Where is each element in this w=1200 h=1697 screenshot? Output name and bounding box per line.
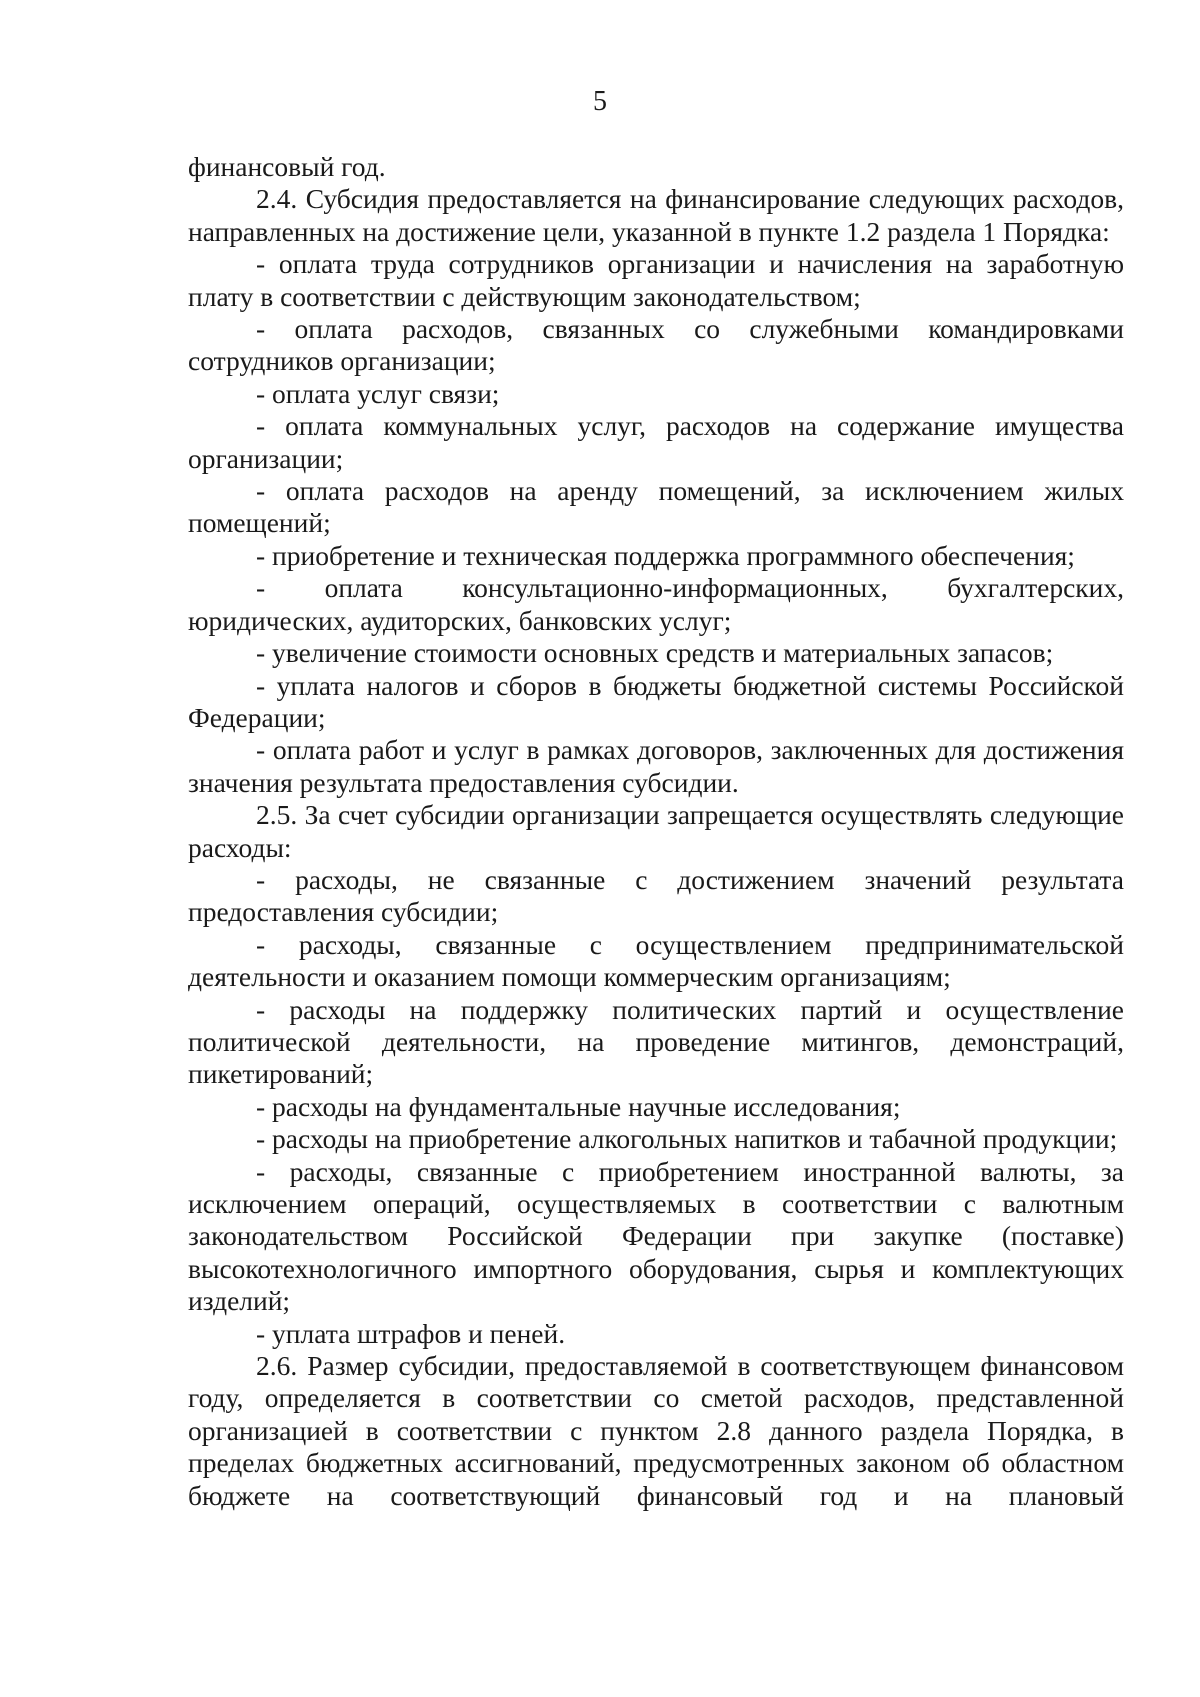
list-item-fines: - уплата штрафов и пеней. (256, 1317, 566, 1349)
list-item-fixed-assets: - увеличение стоимости основных средств и материальных запасов; (256, 637, 1054, 669)
list-item-contracts: - оплата работ и услуг в рамках договоров, заключенных для достижения значения результата предоставления субсидии. (188, 734, 1124, 798)
list-item-alcohol-tobacco: - расходы на приобретение алкогольных напитков и табачной продукции; (256, 1123, 1118, 1155)
paragraph-2-4: 2.4. Субсидия предоставляется на финансирование следующих расходов, направленных на достижение цели, указанной в пункте 1.2 раздела 1 Порядка: (188, 183, 1124, 247)
list-item-salary: - оплата труда сотрудников организации и начисления на заработную плату в соответствии с действующим законодательством; (188, 248, 1124, 312)
paragraph-2-6: 2.6. Размер субсидии, предоставляемой в соответствующем финансовом году, определяется в соответствии со сметой расходов, представленной организацией в соответствии с пунктом 2.8 данного раздела Порядка, в пределах бюджетных ассигнований, предусмотренных законом об областном бюджете на соответствующий финансовый год и на плановый (188, 1350, 1124, 1511)
list-item-business-trips: - оплата расходов, связанных со служебными командировками сотрудников организации; (188, 313, 1124, 377)
document-body (188, 151, 1124, 1512)
list-item-software: - приобретение и техническая поддержка программного обеспечения; (256, 539, 1075, 571)
page-number: 5 (593, 86, 607, 117)
list-item-unrelated-expenses: - расходы, не связанные с достижением значений результата предоставления субсидии; (188, 863, 1124, 928)
list-item-consulting: - оплата консультационно-информационных, бухгалтерских, юридических, аудиторских, банковских услуг; (188, 572, 1124, 636)
list-item-foreign-currency: - расходы, связанные с приобретением иностранной валюты, за исключением операций, осуществляемых в соответствии с валютным законодательством Российской Федерации при закупке (поставке) высокотехнологичного импортного оборудования, сырья и комплектующих изделий; (188, 1155, 1124, 1317)
list-item-entrepreneurial: - расходы, связанные с осуществлением предпринимательской деятельности и оказанием помощи коммерческим организациям; (188, 928, 1124, 993)
list-item-rent: - оплата расходов на аренду помещений, за исключением жилых помещений; (188, 475, 1124, 539)
list-item-utilities: - оплата коммунальных услуг, расходов на содержание имущества организации; (188, 410, 1124, 474)
paragraph-2-5: 2.5. За счет субсидии организации запрещается осуществлять следующие расходы: (188, 799, 1124, 863)
paragraph-continuation: финансовый год. (188, 151, 386, 182)
list-item-communication: - оплата услуг связи; (256, 377, 500, 409)
list-item-political: - расходы на поддержку политических партий и осуществление политической деятельности, на проведение митингов, демонстраций, пикетирований; (188, 993, 1124, 1090)
list-item-research: - расходы на фундаментальные научные исследования; (256, 1090, 901, 1122)
list-item-taxes: - уплата налогов и сборов в бюджеты бюджетной системы Российской Федерации; (188, 669, 1124, 733)
